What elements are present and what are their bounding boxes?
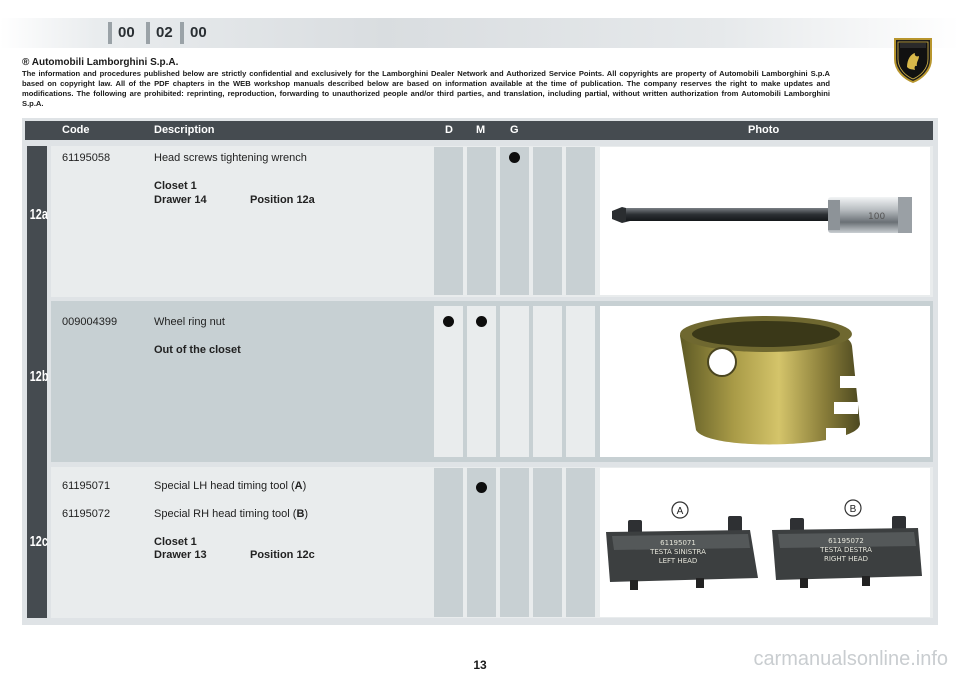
tool-b-line3: RIGHT HEAD	[824, 555, 868, 563]
column-description: Description	[154, 124, 215, 136]
row2-code: 009004399	[62, 316, 118, 328]
cell-g	[500, 306, 529, 457]
cell-m	[467, 306, 496, 457]
row1-location-closet: Closet 1	[154, 180, 197, 192]
section-label-12c: 12c	[29, 533, 48, 550]
row3-description-a: Special LH head timing tool (A)	[154, 480, 307, 492]
section-label-12b: 12b	[29, 368, 49, 385]
section-label-12a: 12a	[29, 206, 48, 223]
tool-a-code: 61195071	[660, 539, 696, 547]
watermark: carmanualsonline.info	[753, 648, 948, 670]
cell-g	[500, 147, 529, 295]
cell-extra	[566, 147, 595, 295]
photo-wheel-ring-nut	[600, 306, 930, 457]
row3-code-a: 61195071	[62, 480, 111, 492]
cell-extra	[566, 468, 595, 617]
legal-brand: ® Automobili Lamborghini S.p.A.	[22, 57, 179, 68]
row3-code-b: 61195072	[62, 508, 111, 520]
cell-d	[434, 468, 463, 617]
row1-description: Head screws tightening wrench	[154, 152, 307, 164]
row1-code: 61195058	[62, 152, 111, 164]
column-code: Code	[62, 124, 90, 136]
tool-b-code: 61195072	[828, 537, 864, 545]
column-photo: Photo	[748, 124, 780, 136]
row3-location-closet: Closet 1	[154, 536, 197, 548]
chapter-number-3: 00	[180, 18, 207, 48]
tool-b	[772, 516, 922, 588]
cell-extra	[533, 306, 562, 457]
label-b: B	[849, 504, 857, 515]
chapter-number-2: 02	[146, 18, 173, 48]
label-a: A	[676, 506, 684, 517]
legal-notice	[22, 57, 830, 109]
cell-g	[500, 468, 529, 617]
row3-location-position: Position 12c	[250, 549, 315, 561]
cell-d	[434, 306, 463, 457]
marker-g-dot	[509, 152, 520, 163]
marker-d-dot	[443, 316, 454, 327]
photo-head-timing-tools	[600, 468, 930, 617]
column-g: G	[510, 124, 519, 136]
ring-nut-illustration	[600, 306, 930, 457]
table-header	[25, 121, 933, 140]
marker-m-dot	[476, 482, 487, 493]
timing-tools-illustration	[600, 468, 930, 617]
row3-location-drawer: Drawer 13	[154, 549, 207, 561]
photo-head-screws-wrench	[600, 147, 930, 295]
row1-location-position: Position 12a	[250, 194, 315, 206]
legal-text: The information and procedures published below are strictly confidential and exclusively for the Lamborghini Dealer Network and Authorized Service Points. All copyrights are property of Automobili Lamborghini S.p.A based on copyright law. All of the PDF chapters in the WEB workshop manuals described below are based on information available at the time of publication. The company reserves the right to make updates and modifications. The following are prohibited: reprinting, reproduction, forwarding to unauthorized people and/or third parties, and translation, including partial, without written authorization from Automobili Lamborghini S.p.A.	[22, 69, 830, 108]
tool-a-line3: LEFT HEAD	[658, 557, 698, 565]
svg-text:100: 100	[868, 212, 886, 222]
chapter-number-1: 00	[108, 18, 135, 48]
cell-d	[434, 147, 463, 295]
cell-extra	[533, 468, 562, 617]
column-d: D	[445, 124, 453, 136]
lamborghini-logo-icon	[893, 37, 933, 83]
column-m: M	[476, 124, 486, 136]
cell-extra	[533, 147, 562, 295]
row2-description: Wheel ring nut	[154, 316, 225, 328]
tool-a-line2: TESTA SINISTRA	[650, 548, 706, 556]
cell-extra	[566, 306, 595, 457]
row1-location-drawer: Drawer 14	[154, 194, 207, 206]
tool-a	[606, 516, 758, 590]
wrench-illustration	[600, 147, 930, 295]
chapter-bar	[0, 18, 960, 48]
row3-description-b: Special RH head timing tool (B)	[154, 508, 309, 520]
cell-m	[467, 147, 496, 295]
row2-location: Out of the closet	[154, 344, 241, 356]
marker-m-dot	[476, 316, 487, 327]
tool-b-line2: TESTA DESTRA	[820, 546, 872, 554]
page-number: 13	[473, 658, 487, 672]
